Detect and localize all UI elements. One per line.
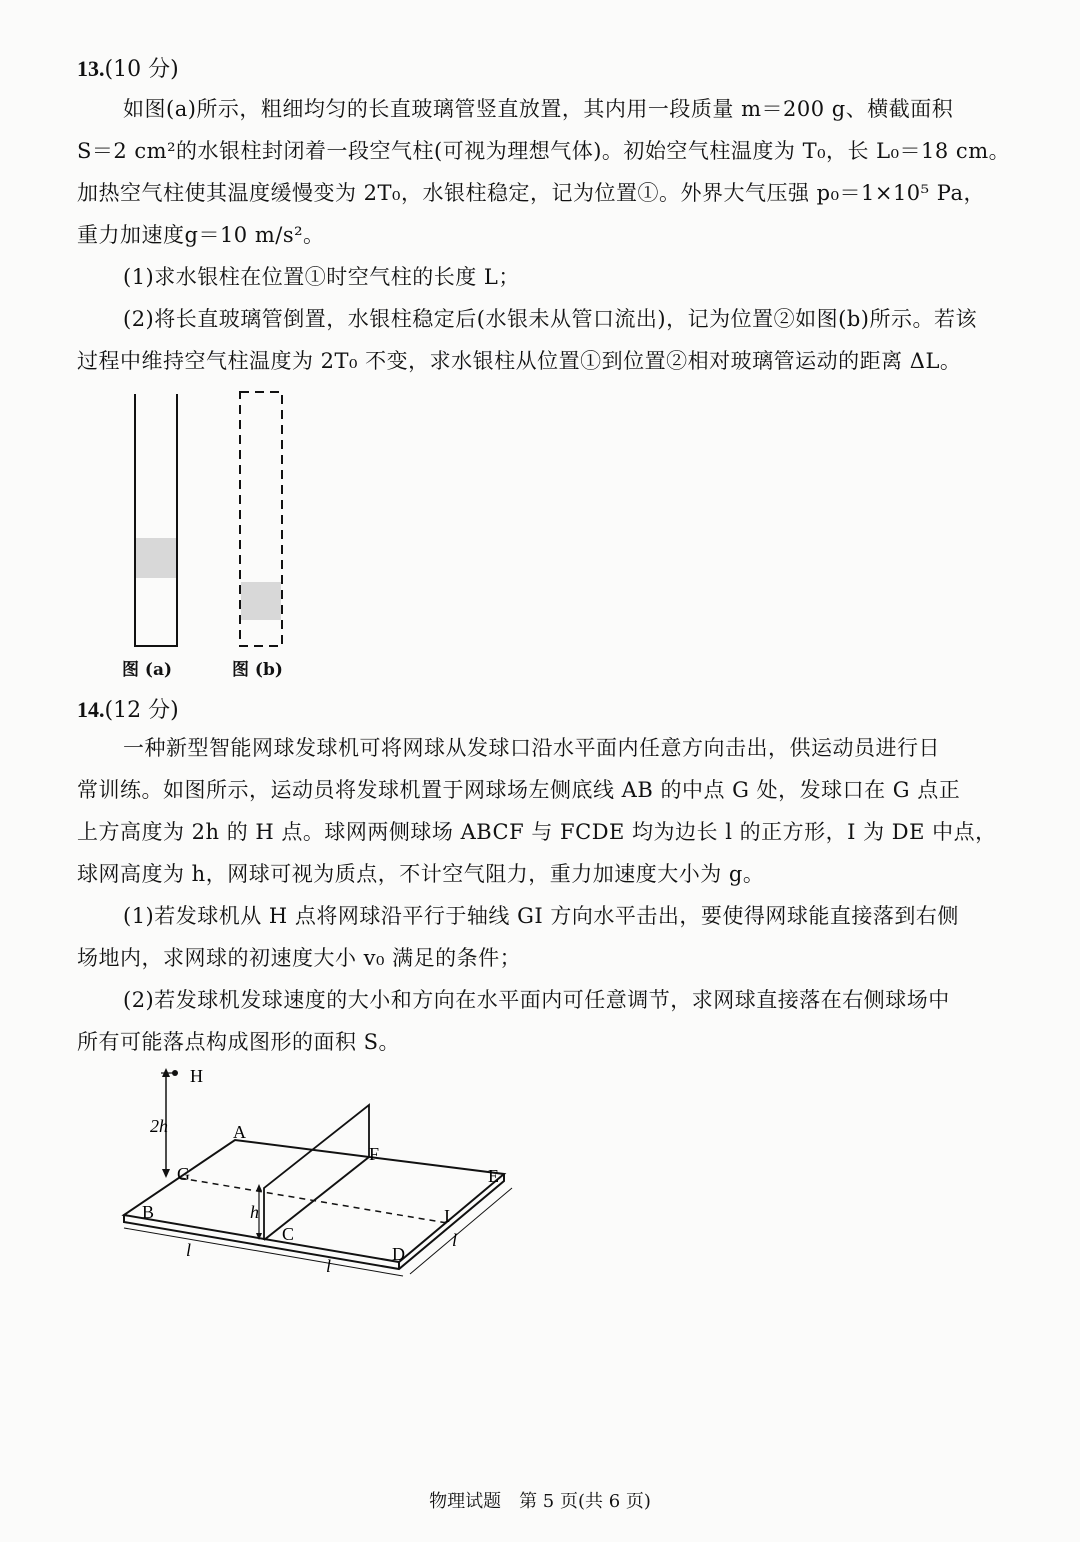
q14-score: (12 分)	[104, 698, 179, 723]
fig-a-caption: 图 (a)	[122, 660, 173, 680]
q13-part-2-line-2: 过程中维持空气柱温度为 2T₀ 不变，求水银柱从位置①到位置②相对玻璃管运动的距离 ΔL。	[77, 349, 962, 373]
mercury-column-b	[241, 582, 281, 620]
q13-intro-line-4: 重力加速度g＝10 m/s²。	[77, 223, 325, 247]
page-footer: 物理试题 第 5 页(共 6 页)	[429, 1491, 651, 1512]
mercury-column-a	[136, 538, 176, 578]
q13-heading	[77, 52, 179, 83]
q14-intro-line-3: 上方高度为 2h 的 H 点。球网两侧球场 ABCF 与 FCDE 均为边长 l 的正方形，I 为 DE 中点，	[77, 820, 997, 844]
label-I: I	[444, 1206, 450, 1226]
label-l-bottom-2: l	[326, 1256, 332, 1276]
q14-part-2-line-1: (2)若发球机发球速度的大小和方向在水平面内可任意调节，求网球直接落在右侧球场中	[123, 988, 950, 1012]
q14-heading	[77, 693, 179, 724]
net-base-line	[264, 1157, 369, 1240]
q14-intro-line-1: 一种新型智能网球发球机可将网球从发球口沿水平面内任意方向击出，供运动员进行日	[123, 736, 940, 760]
net-arrowhead-up	[256, 1184, 262, 1191]
net-outline	[264, 1105, 369, 1240]
label-C: C	[282, 1224, 295, 1244]
q13-intro-line-2: S＝2 cm²的水银柱封闭着一段空气柱(可视为理想气体)。初始空气柱温度为 T₀，长 L₀＝18 cm。	[77, 139, 1011, 163]
arrowhead-down	[162, 1169, 170, 1178]
q14-number: 14.	[77, 697, 105, 722]
label-F: F	[369, 1144, 380, 1164]
label-A: A	[233, 1122, 246, 1142]
q13-figure-tubes	[120, 390, 320, 652]
label-G: G	[177, 1164, 190, 1184]
q14-intro-line-2: 常训练。如图所示，运动员将发球机置于网球场左侧底线 AB 的中点 G 处，发球口在 G 点正	[77, 778, 961, 802]
label-h: h	[250, 1202, 259, 1222]
q13-part-2-line-1: (2)将长直玻璃管倒置，水银柱稳定后(水银未从管口流出)，记为位置②如图(b)所示。若该	[123, 307, 977, 331]
tube-a-outline	[135, 394, 177, 646]
q13-intro-line-3: 加热空气柱使其温度缓慢变为 2T₀，水银柱稳定，记为位置①。外界大气压强 p₀＝1×10⁵ Pa，	[77, 181, 985, 205]
q14-part-2-line-2: 所有可能落点构成图形的面积 S。	[77, 1030, 401, 1054]
dim-line-bc	[124, 1228, 264, 1252]
label-B: B	[142, 1202, 155, 1222]
dim-line-cd	[264, 1252, 403, 1276]
q14-part-1-line-1: (1)若发球机从 H 点将网球沿平行于轴线 GI 方向水平击出，要使得网球能直接落到右侧	[123, 904, 959, 928]
q14-body	[77, 727, 1032, 1063]
q14-part-1-line-2: 场地内，求网球的初速度大小 v₀ 满足的条件；	[77, 946, 522, 970]
fig-b-caption: 图 (b)	[232, 660, 283, 680]
label-E: E	[488, 1166, 499, 1186]
label-l-bottom-1: l	[186, 1240, 192, 1260]
tube-a-figure	[135, 394, 177, 646]
q14-intro-line-4: 球网高度为 h，网球可视为质点，不计空气阻力，重力加速度大小为 g。	[77, 862, 765, 886]
label-l-side: l	[452, 1230, 458, 1250]
q13-intro-line-1: 如图(a)所示，粗细均匀的长直玻璃管竖直放置，其内用一段质量 m＝200 g、横截面积	[123, 97, 954, 121]
label-2h: 2h	[150, 1116, 168, 1136]
tennis-court-figure	[110, 1060, 530, 1290]
axis-gi-dashed	[180, 1178, 447, 1223]
q13-part-1: (1)求水银柱在位置①时空气柱的长度 L；	[123, 265, 520, 289]
tube-b-figure	[240, 392, 282, 646]
label-D: D	[392, 1244, 405, 1264]
dim-line-de	[410, 1188, 512, 1274]
label-H: H	[190, 1066, 203, 1086]
q13-number: 13.	[77, 56, 105, 81]
q13-body	[77, 88, 1032, 382]
q13-score: (10 分)	[104, 57, 179, 82]
